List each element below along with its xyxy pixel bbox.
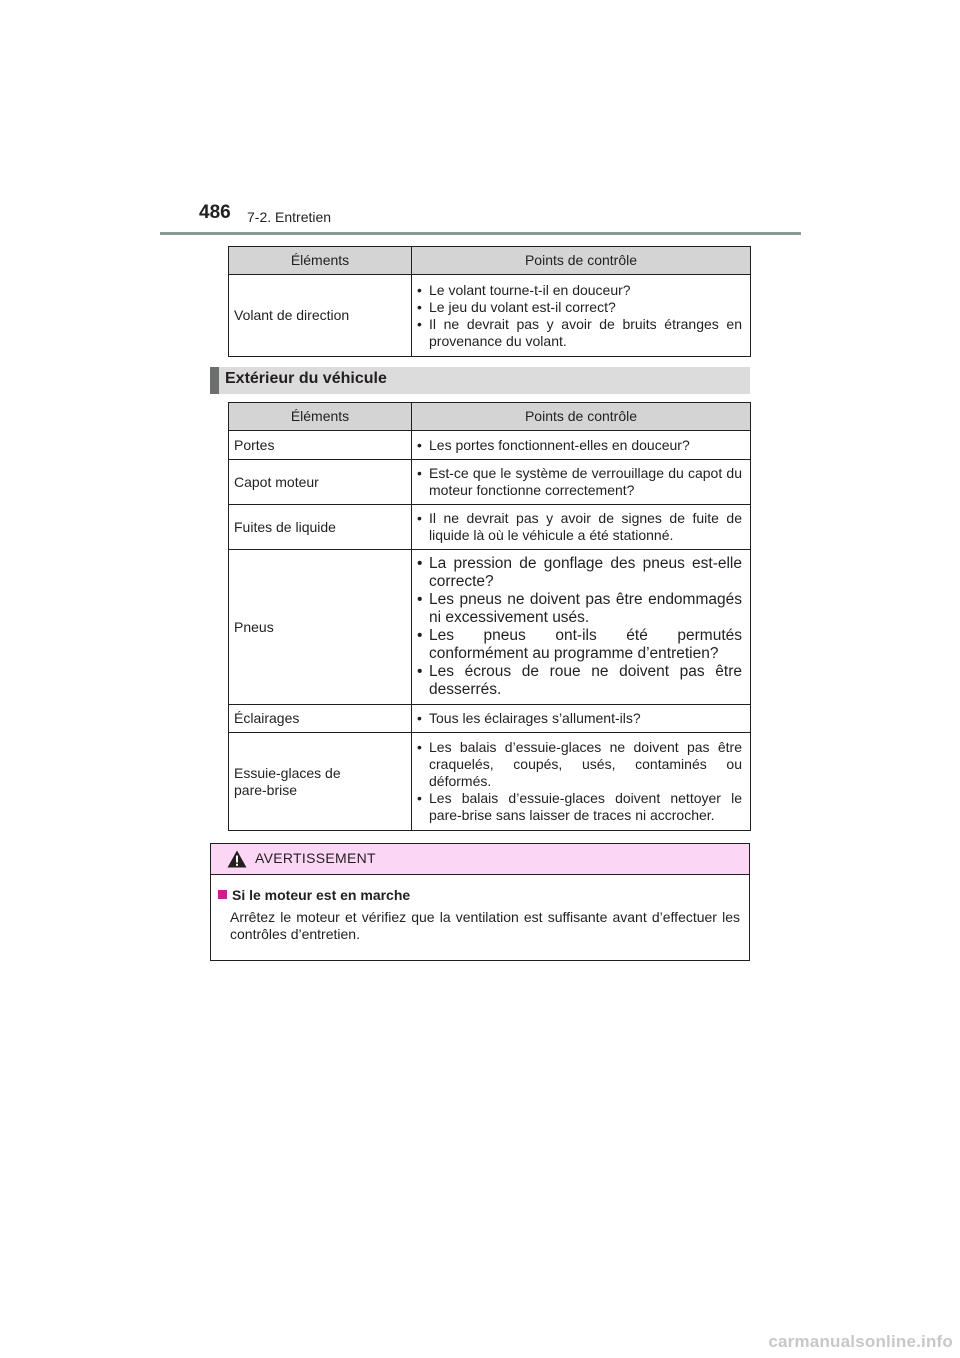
element-cell: Éclairages xyxy=(229,705,412,733)
check-point: • Les balais d’essuie-glaces ne doivent pas être craquelés, coupés, usés, contaminés ou déformés. xyxy=(416,739,742,790)
square-bullet-icon xyxy=(218,890,227,899)
element-label: Essuie-glaces de pare-brise xyxy=(234,764,341,798)
page-number: 486 xyxy=(199,202,231,223)
table-row xyxy=(229,733,751,831)
check-point: • La pression de gonflage des pneus est-elle correcte? xyxy=(416,555,742,591)
table-row xyxy=(229,431,751,460)
points-cell xyxy=(412,733,751,831)
element-cell: Portes xyxy=(229,431,412,460)
column-header-elements: Éléments xyxy=(229,247,412,275)
header-divider xyxy=(160,232,801,235)
column-header-points: Points de contrôle xyxy=(412,403,751,431)
table-header-row xyxy=(229,247,751,275)
check-point: • Est-ce que le système de verrouillage du capot du moteur fonctionne correctement? xyxy=(416,465,742,499)
section-heading-text: Extérieur du véhicule xyxy=(225,370,387,387)
table-row xyxy=(229,550,751,705)
table-row xyxy=(229,460,751,505)
table-header-row xyxy=(229,403,751,431)
check-point: • Le volant tourne-t-il en douceur? xyxy=(416,282,742,299)
element-cell: Capot moteur xyxy=(229,460,412,505)
warning-header xyxy=(211,844,749,875)
points-cell xyxy=(412,460,751,505)
points-cell xyxy=(412,705,751,733)
column-header-points: Points de contrôle xyxy=(412,247,751,275)
warning-text: Arrêtez le moteur et vérifiez que la ventilation est suffisante avant d’effectuer les contrôles d’entretien. xyxy=(230,909,740,942)
warning-subheading xyxy=(218,887,740,904)
check-point: • Les écrous de roue ne doivent pas être desserrés. xyxy=(416,663,742,699)
steering-check-table xyxy=(228,246,751,357)
warning-body xyxy=(211,875,749,943)
element-cell: Volant de direction xyxy=(229,275,412,357)
check-point: • Les pneus ne doivent pas être endommagés ni excessivement usés. xyxy=(416,591,742,627)
table-row xyxy=(229,275,751,357)
points-cell xyxy=(412,505,751,550)
check-point: • Le jeu du volant est-il correct? xyxy=(416,299,742,316)
warning-box xyxy=(210,843,750,961)
element-cell xyxy=(229,733,412,831)
warning-title: AVERTISSEMENT xyxy=(255,850,376,866)
check-point: • Tous les éclairages s’allument-ils? xyxy=(416,710,742,727)
element-cell: Pneus xyxy=(229,550,412,705)
table-row xyxy=(229,505,751,550)
points-cell xyxy=(412,275,751,357)
check-point: • Les portes fonctionnent-elles en douceur? xyxy=(416,437,742,454)
table-row xyxy=(229,705,751,733)
check-point: • Il ne devrait pas y avoir de signes de fuite de liquide là où le véhicule a été stationné. xyxy=(416,510,742,544)
points-cell xyxy=(412,550,751,705)
section-heading xyxy=(210,367,750,394)
exterior-check-table xyxy=(228,402,751,831)
check-point: • Il ne devrait pas y avoir de bruits étranges en provenance du volant. xyxy=(416,316,742,350)
warning-triangle-icon xyxy=(227,850,247,868)
column-header-elements: Éléments xyxy=(229,403,412,431)
section-breadcrumb: 7-2. Entretien xyxy=(247,209,332,225)
watermark: carmanualsonline.info xyxy=(768,1332,953,1351)
element-cell: Fuites de liquide xyxy=(229,505,412,550)
check-point: • Les pneus ont-ils été permutés conformément au programme d’entretien? xyxy=(416,627,742,663)
points-cell xyxy=(412,431,751,460)
check-point: • Les balais d’essuie-glaces doivent nettoyer le pare-brise sans laisser de traces ni accrocher. xyxy=(416,790,742,824)
warning-subheading-text: Si le moteur est en marche xyxy=(232,887,411,903)
